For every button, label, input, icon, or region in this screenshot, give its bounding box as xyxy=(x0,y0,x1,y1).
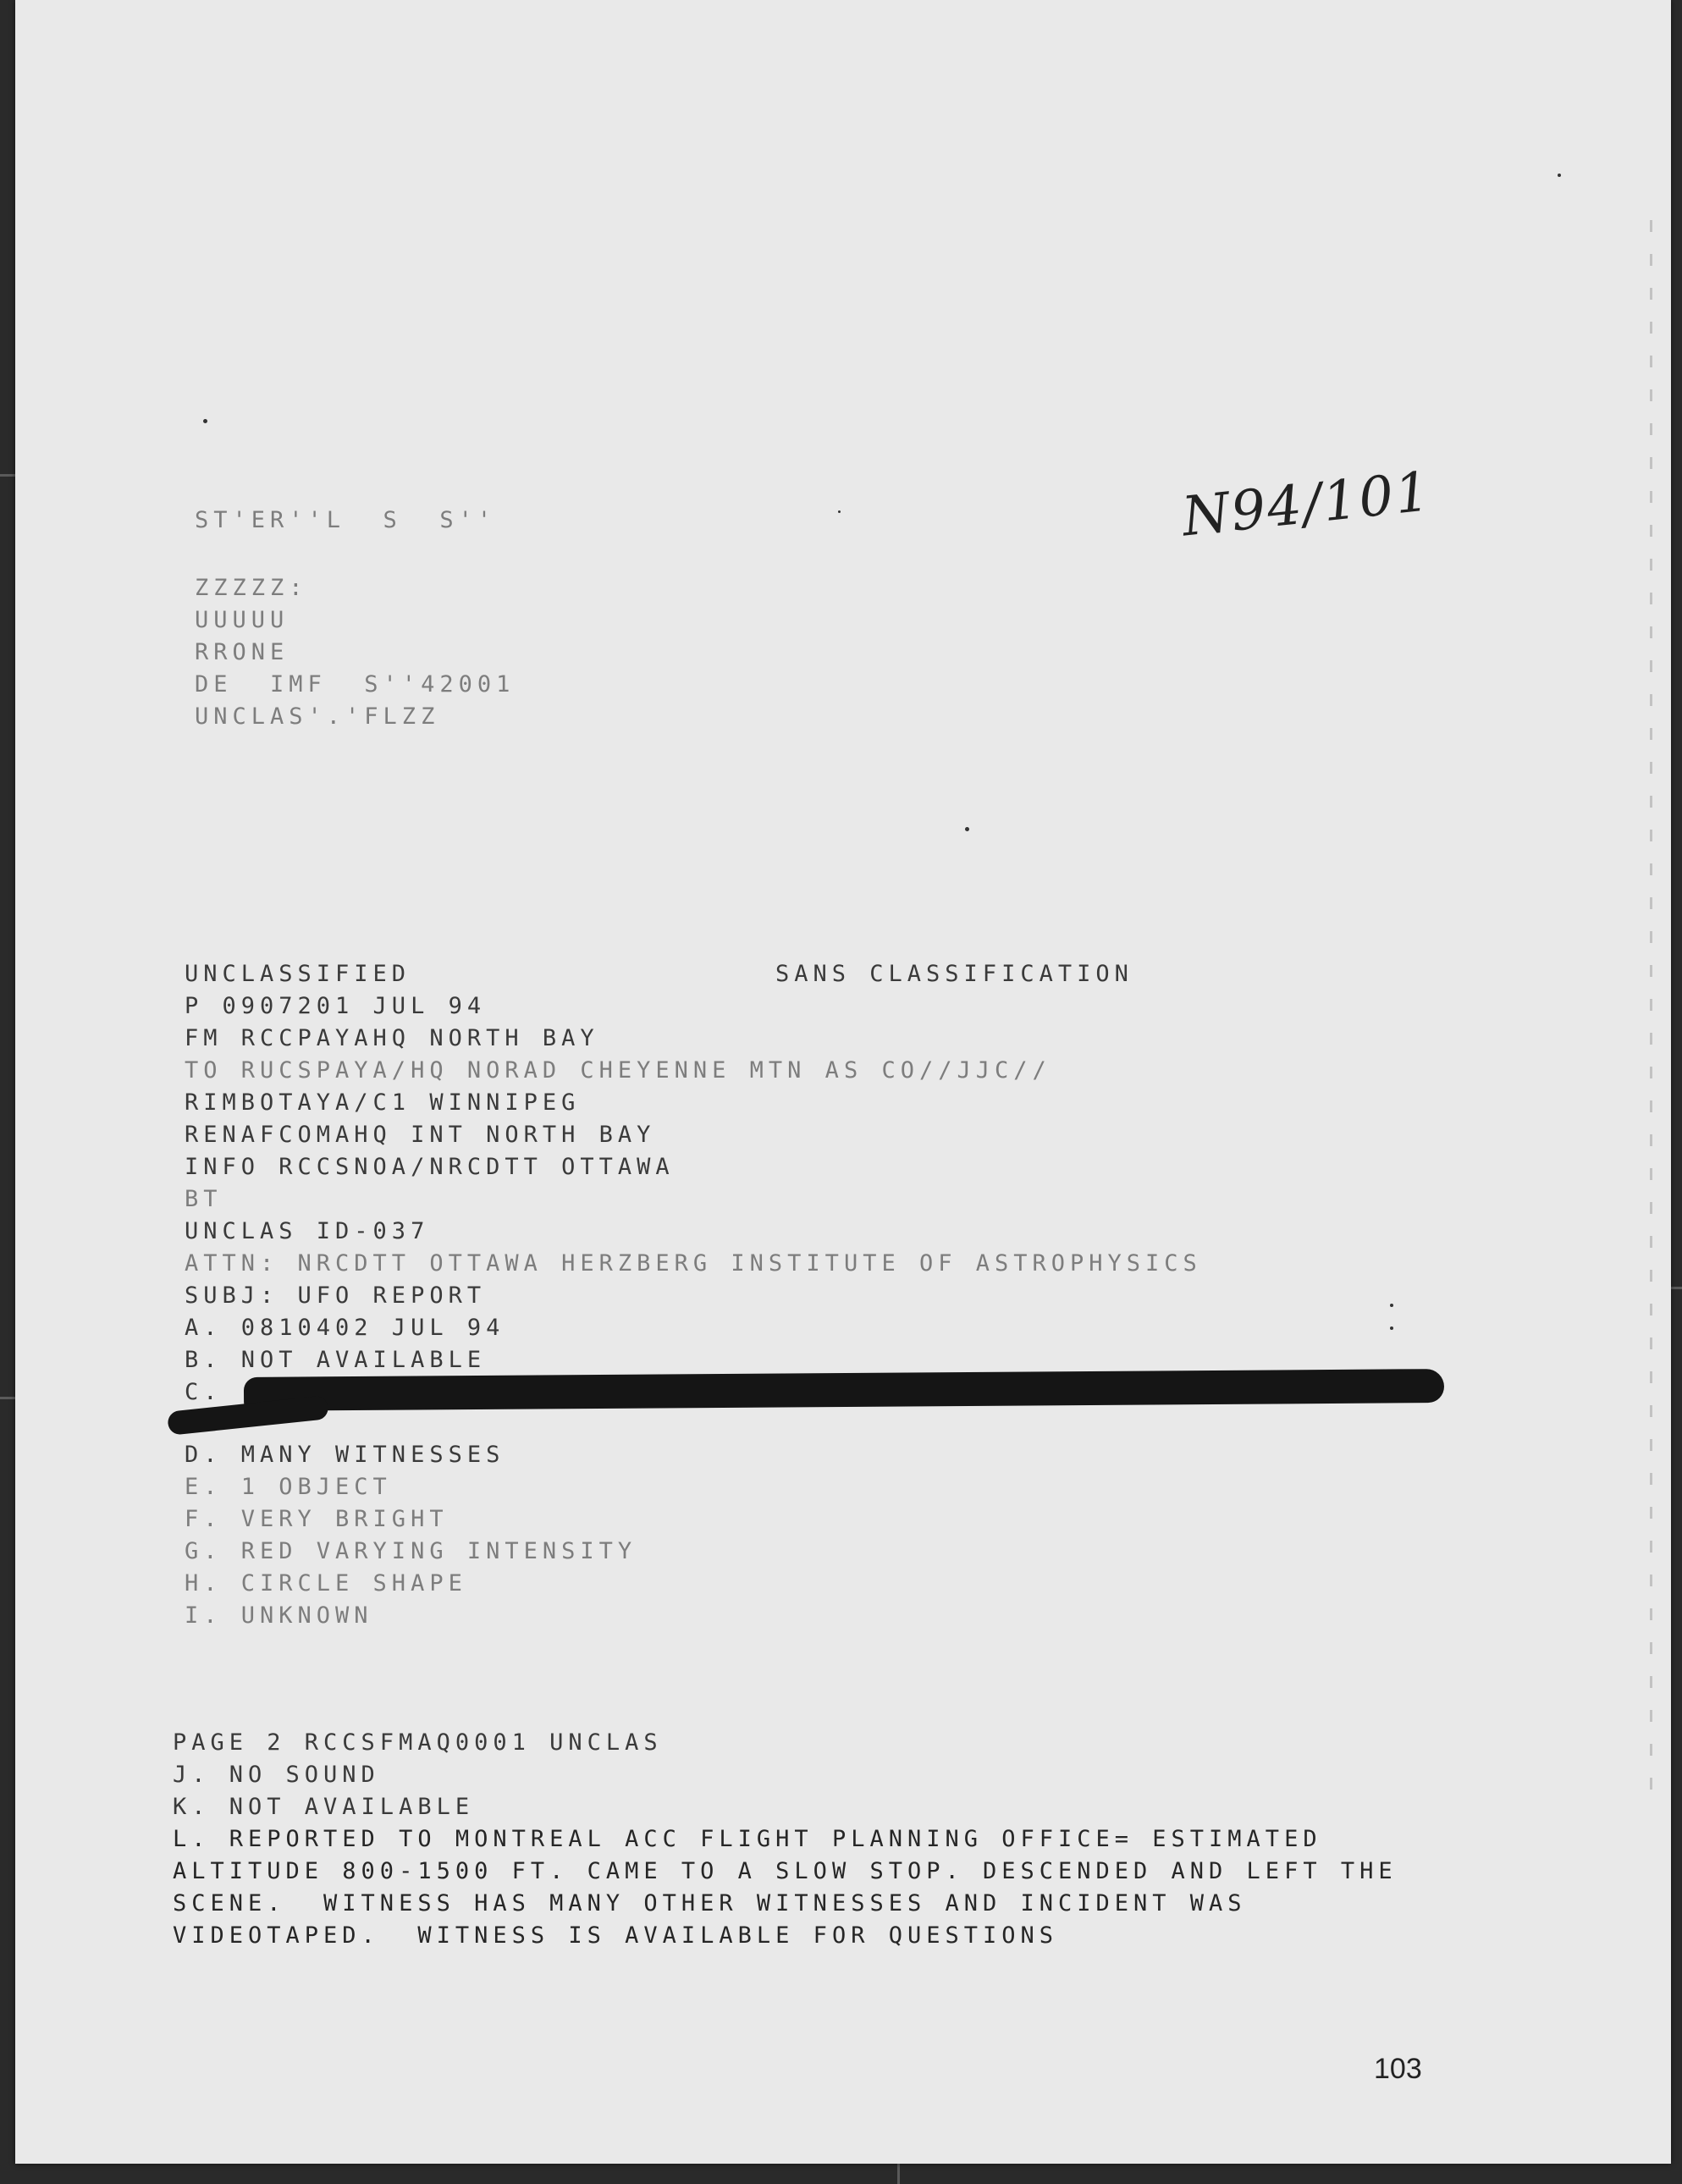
message-line: A. 0810402 JUL 94 xyxy=(185,1315,505,1341)
page2-line: L. REPORTED TO MONTREAL ACC FLIGHT PLANNING OFFICE= ESTIMATED xyxy=(173,1826,1322,1852)
document-page xyxy=(15,0,1671,2164)
message-line: FM RCCPAYAHQ NORTH BAY xyxy=(185,1025,599,1051)
backdrop-grid-line xyxy=(0,474,15,477)
message-line: SUBJ: UFO REPORT xyxy=(185,1282,487,1309)
page2-line: ALTITUDE 800-1500 FT. CAME TO A SLOW STOP. DESCENDED AND LEFT THE xyxy=(173,1858,1398,1884)
page2-line-truncated: VIDEOTAPED. WITNESS IS AVAILABLE FOR QUESTIONS xyxy=(173,1922,1059,1949)
classification-right: SANS CLASSIFICATION xyxy=(775,961,1133,987)
message-line: TO RUCSPAYA/HQ NORAD CHEYENNE MTN AS CO//JJC// xyxy=(185,1057,1051,1084)
scan-speck xyxy=(203,419,207,423)
handwritten-file-number: N94/101 xyxy=(1179,461,1435,549)
message-line: UNCLAS ID-037 xyxy=(185,1218,430,1244)
message-line: INFO RCCSNOA/NRCDTT OTTAWA xyxy=(185,1154,675,1180)
redaction-bar xyxy=(244,1369,1444,1411)
message-line: ATTN: NRCDTT OTTAWA HERZBERG INSTITUTE OF ASTROPHYSICS xyxy=(185,1250,1202,1277)
header-block-line: UNCLAS'.'FLZZ xyxy=(195,703,440,730)
message-line: C. xyxy=(185,1379,223,1405)
scan-speck xyxy=(1390,1304,1393,1307)
header-block-line: ZZZZZ: xyxy=(195,575,308,601)
backdrop-grid-line xyxy=(0,1397,15,1399)
message-line: P 0907201 JUL 94 xyxy=(185,993,487,1019)
detail-line: G. RED VARYING INTENSITY xyxy=(185,1538,637,1564)
detail-line: D. MANY WITNESSES xyxy=(185,1442,505,1468)
message-line: B. NOT AVAILABLE xyxy=(185,1347,487,1373)
page2-header: PAGE 2 RCCSFMAQ0001 UNCLAS xyxy=(173,1729,663,1756)
message-line: RIMBOTAYA/C1 WINNIPEG xyxy=(185,1089,581,1116)
scan-speck xyxy=(1558,174,1561,177)
backdrop-grid-line xyxy=(897,2164,900,2184)
page-number: 103 xyxy=(1374,2053,1422,2085)
header-block-line: DE IMF S''42001 xyxy=(195,671,516,698)
message-line: BT xyxy=(185,1186,223,1212)
page2-line: K. NOT AVAILABLE xyxy=(173,1794,475,1820)
detail-line: F. VERY BRIGHT xyxy=(185,1506,449,1532)
backdrop-grid-line xyxy=(1671,1287,1682,1289)
scan-speck xyxy=(838,510,841,513)
page2-line: SCENE. WITNESS HAS MANY OTHER WITNESSES AND INCIDENT WAS xyxy=(173,1890,1247,1917)
truncated-line-clip xyxy=(168,1922,1099,1950)
detail-line: I. UNKNOWN xyxy=(185,1602,373,1629)
page2-line: J. NO SOUND xyxy=(173,1762,380,1788)
classification-left: UNCLASSIFIED xyxy=(185,961,411,987)
header-line: ST'ER''L S S'' xyxy=(195,507,497,533)
scan-speck xyxy=(965,827,969,831)
detail-line: H. CIRCLE SHAPE xyxy=(185,1570,467,1597)
scan-speck xyxy=(1390,1326,1393,1330)
header-block-line: RRONE xyxy=(195,639,290,665)
message-line: RENAFCOMAHQ INT NORTH BAY xyxy=(185,1122,656,1148)
header-block-line: UUUUU xyxy=(195,607,290,633)
detail-line: E. 1 OBJECT xyxy=(185,1474,392,1500)
